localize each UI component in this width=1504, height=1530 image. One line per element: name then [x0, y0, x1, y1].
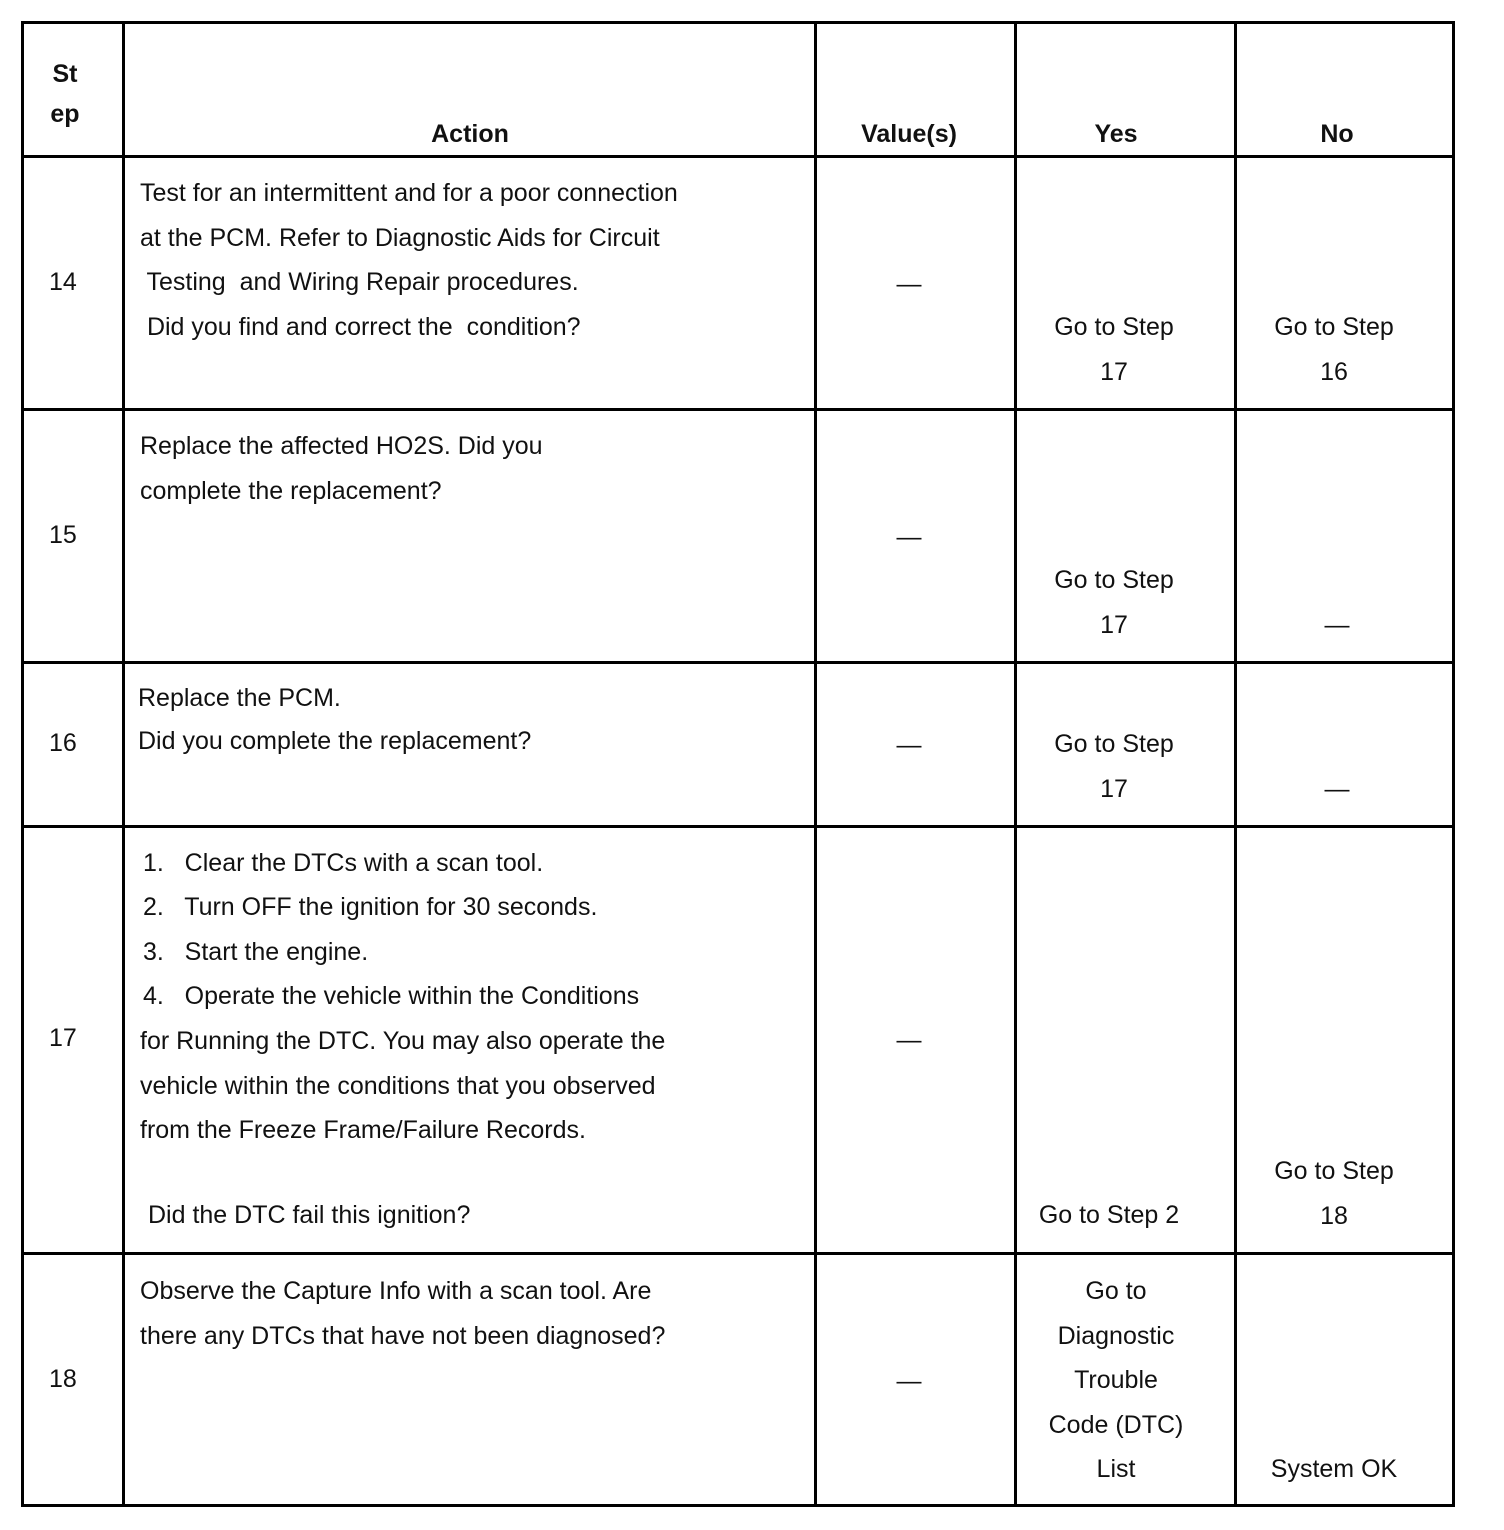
row-divider [24, 825, 1452, 828]
value-cell: — [896, 523, 922, 551]
step-number: 14 [49, 268, 77, 296]
column-divider [1234, 24, 1237, 1504]
header-no: No [1320, 120, 1354, 148]
yes-cell: Go to Step 2 [1038, 1201, 1180, 1229]
action-text: Test for an intermittent and for a poor connection at the PCM. Refer to Diagnostic Aids for Circuit Testing and Wiring Repair procedures. Did you find and correct the condition? [140, 179, 678, 341]
value-cell: — [896, 270, 922, 298]
row-divider [24, 1252, 1452, 1255]
action-list-item: 1. Clear the DTCs with a scan tool. [143, 849, 544, 877]
no-cell: Go to Step 18 [1274, 1157, 1394, 1230]
action-text: Replace the affected HO2S. Did you complete the replacement? [140, 432, 543, 505]
value-cell: — [896, 1367, 922, 1395]
no-cell: System OK [1270, 1455, 1398, 1483]
action-list-item: 3. Start the engine. [143, 938, 369, 966]
column-divider [122, 24, 125, 1504]
action-list-item: 2. Turn OFF the ignition for 30 seconds. [143, 893, 598, 921]
header-step: St ep [50, 60, 80, 128]
row-divider [24, 661, 1452, 664]
step-number: 18 [49, 1365, 77, 1393]
yes-cell: Go to Step 17 [1054, 566, 1174, 639]
action-text: Observe the Capture Info with a scan tool. Are there any DTCs that have not been diagnosed? [140, 1277, 666, 1350]
header-action: Action [431, 120, 509, 148]
action-text: for Running the DTC. You may also operate the vehicle within the conditions that you observed from the Freeze Frame/Failure Records. [140, 1027, 666, 1144]
header-values: Value(s) [861, 120, 957, 148]
step-number: 17 [49, 1024, 77, 1052]
no-cell: — [1324, 611, 1350, 639]
action-text: Replace the PCM. Did you complete the replacement? [138, 684, 532, 755]
action-list-item: 4. Operate the vehicle within the Conditions [143, 982, 640, 1010]
yes-cell: Go to Diagnostic Trouble Code (DTC) List [1048, 1277, 1184, 1483]
yes-cell: Go to Step 17 [1054, 313, 1174, 386]
header-yes: Yes [1094, 120, 1138, 148]
no-cell: Go to Step 16 [1274, 313, 1394, 386]
step-number: 15 [49, 521, 77, 549]
step-number: 16 [49, 729, 77, 757]
row-divider [24, 408, 1452, 411]
value-cell: — [896, 1026, 922, 1054]
value-cell: — [896, 731, 922, 759]
yes-cell: Go to Step 17 [1054, 730, 1174, 803]
no-cell: — [1324, 775, 1350, 803]
action-question: Did the DTC fail this ignition? [148, 1201, 471, 1229]
